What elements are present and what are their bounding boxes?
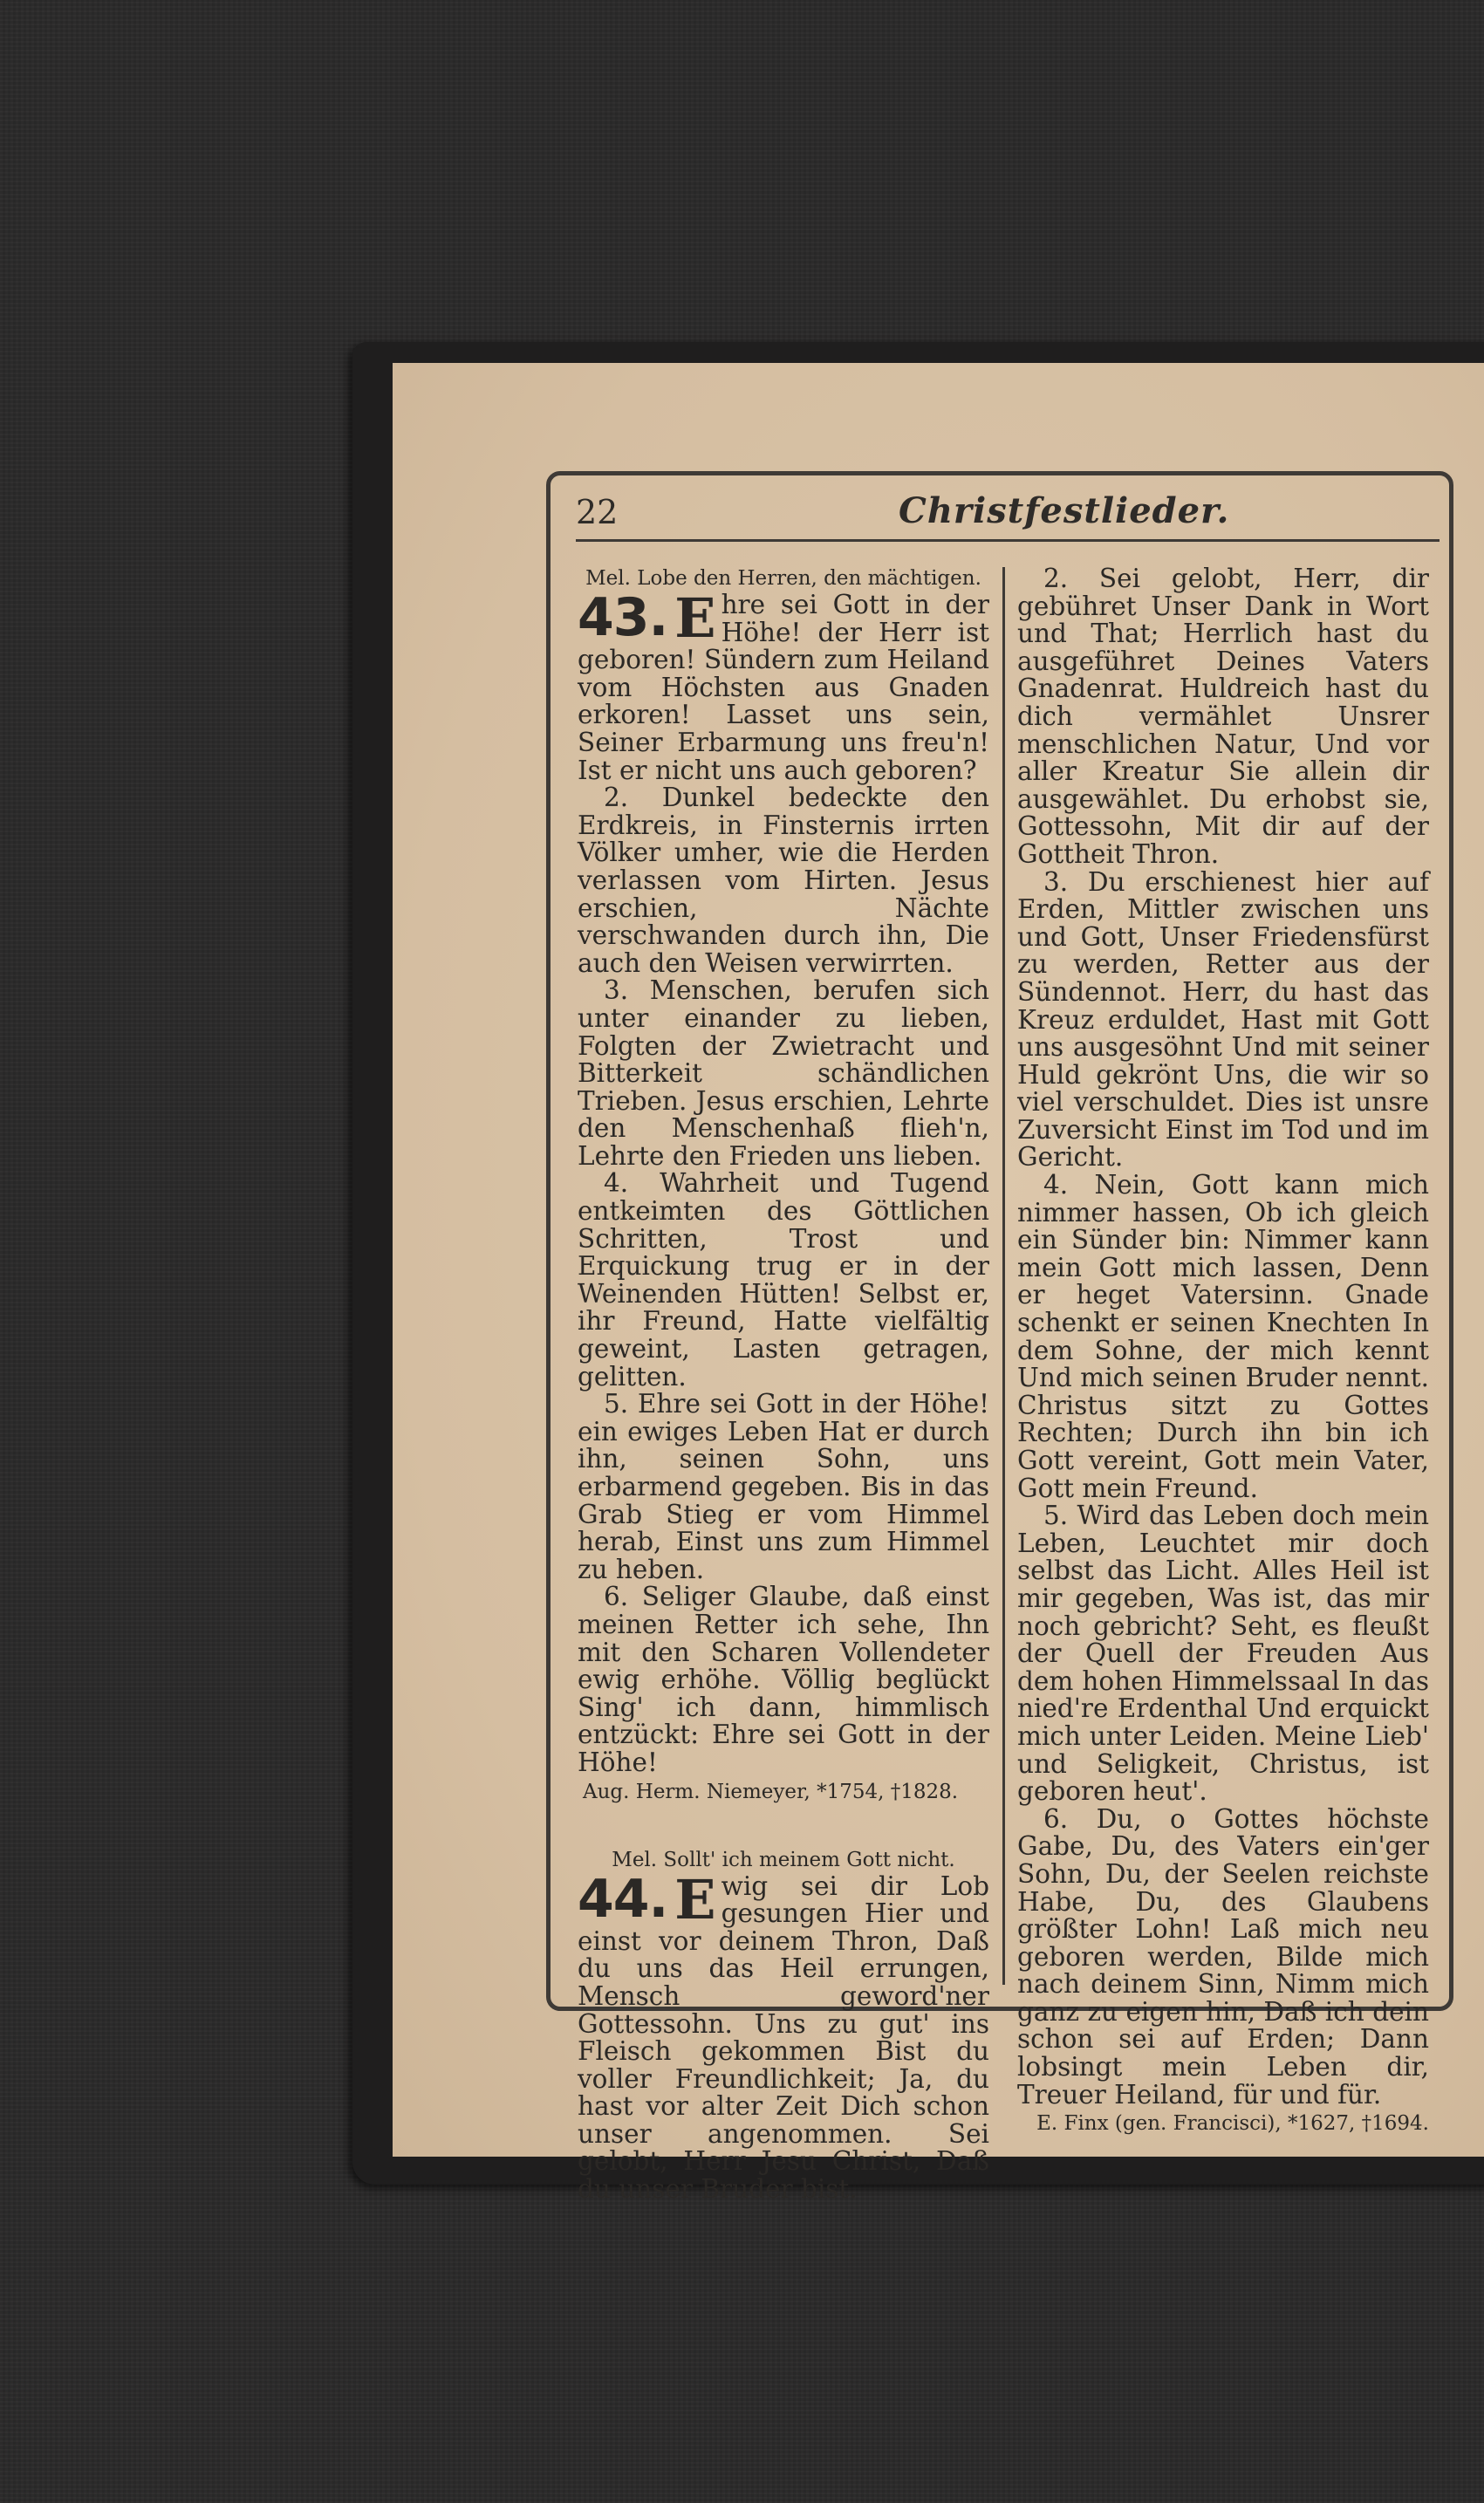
hymn-44-stanza-4: 4. Nein, Gott kann mich nimmer hassen, Ob ich gleich ein Sünder bin: Nimmer kann mein Gott mich lassen, Denn er heget Vatersinn. Gnade schenkt er seinen Knechten In dem Sohne, der mich kennt Und mich seinen Bruder nennt. Christus sitzt zu Gottes Rechten; Durch ihn bin ich Gott vereint, Gott mein Vater, Gott mein Freund.: [1017, 1170, 1429, 1503]
hymn-43-stanza-4: 4. Wahrheit und Tugend entkeimten des Göttlichen Schritten, Trost und Erquickung trug er in der Weinenden Hütten! Selbst er, ihr Freund, Hatte vielfältig geweint, Lasten getragen, gelitten.: [578, 1168, 989, 1392]
right-column: [1017, 565, 1429, 2137]
hymn-43-stanza-5: 5. Ehre sei Gott in der Höhe! ein ewiges Leben Hat er durch ihn, seinen Sohn, uns erbarmend gegeben. Bis in das Grab Stieg er vom Himmel herab, Einst uns zum Himmel zu heben.: [578, 1389, 989, 1584]
hymn-43-stanza-6: 6. Seliger Glaube, daß einst meinen Retter ich sehe, Ihn mit den Scharen Vollendeter ewig erhöhe. Völlig beglückt Sing' ich dann, himmlisch entzückt: Ehre sei Gott in der Höhe!: [578, 1582, 989, 1777]
hymn-44-stanza-2: 2. Sei gelobt, Herr, dir gebühret Unser Dank in Wort und That; Herrlich hast du ausgeführet Deines Vaters Gnadenrat. Huldreich hast du dich vermählet Unsrer menschlichen Natur, Und vor aller Kreatur Sie allein dir ausgewählet. Du erhobst sie, Gottessohn, Mit dir auf der Gottheit Thron.: [1017, 564, 1429, 869]
hymn-44-initial: E: [674, 1867, 716, 1932]
header-rule: [576, 539, 1440, 542]
hymn-43: [578, 586, 989, 785]
hymn-43-melody: Mel. Lobe den Herren, den mächtigen.: [585, 567, 981, 590]
hymn-44-number: 44.: [578, 1868, 668, 1930]
column-rule: [1002, 567, 1005, 1985]
hymn-43-stanza-3: 3. Menschen, berufen sich unter einander zu lieben, Folgten der Zwietracht und Bitterkeit schändlichen Trieben. Jesus erschien, Lehrte den Menschenhaß flieh'n, Lehrte den Frieden uns lieben.: [578, 975, 989, 1171]
hymn-43-stanza-2: 2. Dunkel bedeckte den Erdkreis, in Finsternis irrten Völker umher, wie die Herden verlassen vom Hirten. Jesus erschien, Nächte verschwanden durch ihn, Die auch den Weisen verwirrten.: [578, 783, 989, 978]
hymn-44-stanza-3: 3. Du erschienest hier auf Erden, Mittler zwischen uns und Gott, Unser Friedensfürst zu werden, Retter aus der Sündennot. Herr, du hast das Kreuz erduldet, Hast mit Gott uns ausgesöhnt Und mit seiner Huld gekrönt Uns, die wir so viel verschuldet. Dies ist unsre Zuversicht Einst im Tod und im Gericht.: [1017, 866, 1429, 1173]
left-column: [578, 565, 989, 2204]
hymn-43-author: Aug. Herm. Niemeyer, *1754, †1828.: [583, 1780, 959, 1803]
running-head: Christfestlieder.: [899, 490, 1230, 531]
hymn-43-initial: E: [674, 586, 716, 650]
hymn-44-melody: Mel. Sollt' ich meinem Gott nicht.: [612, 1848, 955, 1871]
hymn-44-author: E. Finx (gen. Francisci), *1627, †1694.: [1036, 2112, 1429, 2136]
hymn-44-stanza-6: 6. Du, o Gottes höchste Gabe, Du, des Vaters ein'ger Sohn, Du, der Seelen reichste Habe, Du, des Glaubens größter Lohn! Laß mich neu geboren werden, Bilde mich nach deinem Sinn, Nimm mich ganz zu eigen hin, Daß ich dein schon sei auf Erden; Dann lobsingt mein Leben dir, Treuer Heiland, für und für.: [1017, 1803, 1429, 2110]
hymn-43-stanza-1: hre sei Gott in der Höhe! der Herr ist geboren! Sündern zum Heiland vom Höchsten aus Gnaden erkoren! Lasset uns sein, Seiner Erbarmung uns freu'n! Ist er nicht uns auch geboren?: [578, 590, 989, 785]
hymn-44: [578, 1867, 989, 2205]
page-number: 22: [576, 493, 619, 531]
hymn-43-number: 43.: [578, 587, 668, 648]
hymn-44-stanza-5: 5. Wird das Leben doch mein Leben, Leuchtet mir doch selbst das Licht. Alles Heil ist mir gegeben, Was ist, das mir noch gebricht? Seht, es fleußt der Quell der Freuden Aus dem hohen Himmelssaal In das nied're Erdenthal Und erquickt mich unter Leiden. Meine Lieb' und Seligkeit, Christus, ist geboren heut'.: [1017, 1501, 1429, 1807]
hymn-44-stanza-1: wig sei dir Lob gesungen Hier und einst vor deinem Thron, Daß du uns das Heil errungen, Mensch geword'ner Gottessohn. Uns zu gut' ins Fleisch gekommen Bist du voller Freundlichkeit; Ja, du hast vor alter Zeit Dich schon unser angenommen. Sei gelobt, Herr Jesu Christ, Daß du unser Bruder bist.: [578, 1870, 989, 2205]
